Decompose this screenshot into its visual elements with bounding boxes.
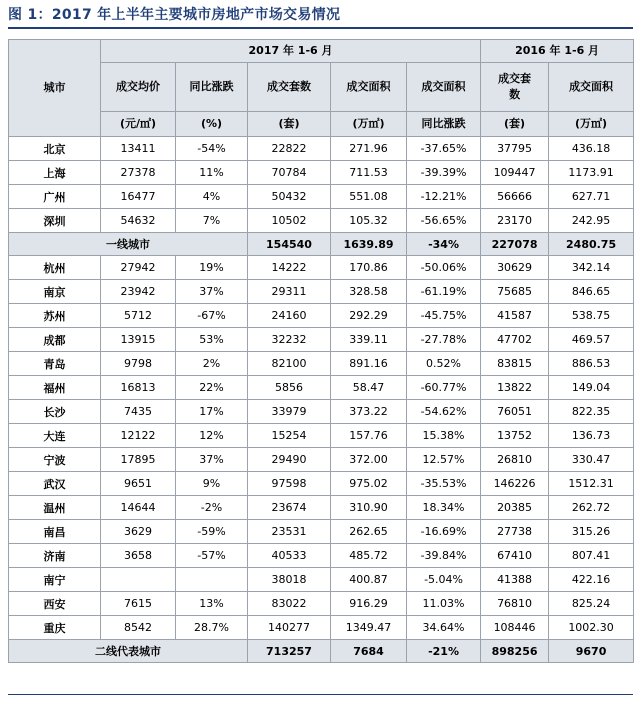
city-name-cell: 南宁: [9, 568, 101, 592]
value-cell: 9651: [101, 472, 176, 496]
value-cell: 538.75: [549, 304, 634, 328]
value-cell: 7615: [101, 592, 176, 616]
table-row: [9, 209, 634, 233]
value-cell: 373.22: [331, 400, 407, 424]
value-cell: 12%: [176, 424, 248, 448]
value-cell: -60.77%: [407, 376, 481, 400]
city-name-cell: 深圳: [9, 209, 101, 233]
value-cell: -54.62%: [407, 400, 481, 424]
value-cell: -12.21%: [407, 185, 481, 209]
value-cell: 10502: [248, 209, 331, 233]
summary-value-cell: 227078: [481, 233, 549, 256]
value-cell: 13915: [101, 328, 176, 352]
group-header-2017: 2017 年 1-6 月: [101, 40, 481, 63]
table-row: [9, 328, 634, 352]
value-cell: -16.69%: [407, 520, 481, 544]
table-row: [9, 304, 634, 328]
summary-value-cell: 7684: [331, 640, 407, 663]
value-cell: 83815: [481, 352, 549, 376]
value-cell: 16813: [101, 376, 176, 400]
value-cell: 17895: [101, 448, 176, 472]
value-cell: 822.35: [549, 400, 634, 424]
value-cell: 29311: [248, 280, 331, 304]
value-cell: 13%: [176, 592, 248, 616]
value-cell: 20385: [481, 496, 549, 520]
col-header-unit: (套): [481, 112, 549, 137]
value-cell: [101, 568, 176, 592]
value-cell: 551.08: [331, 185, 407, 209]
value-cell: -61.19%: [407, 280, 481, 304]
value-cell: 157.76: [331, 424, 407, 448]
summary-row: [9, 640, 634, 663]
col-header-name: 成交套数: [481, 63, 549, 112]
value-cell: 436.18: [549, 137, 634, 161]
value-cell: 3629: [101, 520, 176, 544]
value-cell: 2%: [176, 352, 248, 376]
table-row: [9, 568, 634, 592]
value-cell: 0.52%: [407, 352, 481, 376]
value-cell: 262.65: [331, 520, 407, 544]
value-cell: 58.47: [331, 376, 407, 400]
value-cell: 13822: [481, 376, 549, 400]
value-cell: -45.75%: [407, 304, 481, 328]
value-cell: 105.32: [331, 209, 407, 233]
bottom-rule: [8, 694, 633, 695]
value-cell: 83022: [248, 592, 331, 616]
city-name-cell: 福州: [9, 376, 101, 400]
value-cell: 271.96: [331, 137, 407, 161]
col-header-name: 成交面积: [407, 63, 481, 112]
summary-value-cell: -21%: [407, 640, 481, 663]
value-cell: 26810: [481, 448, 549, 472]
value-cell: 15254: [248, 424, 331, 448]
city-name-cell: 上海: [9, 161, 101, 185]
value-cell: 807.41: [549, 544, 634, 568]
value-cell: 47702: [481, 328, 549, 352]
value-cell: 1002.30: [549, 616, 634, 640]
value-cell: 1512.31: [549, 472, 634, 496]
col-header-name: 成交面积: [549, 63, 634, 112]
summary-label: 一线城市: [9, 233, 248, 256]
table-row: [9, 424, 634, 448]
value-cell: 17%: [176, 400, 248, 424]
summary-value-cell: 9670: [549, 640, 634, 663]
value-cell: 41587: [481, 304, 549, 328]
city-name-cell: 广州: [9, 185, 101, 209]
city-name-cell: 宁波: [9, 448, 101, 472]
value-cell: 310.90: [331, 496, 407, 520]
table-row: [9, 280, 634, 304]
value-cell: 22822: [248, 137, 331, 161]
value-cell: 9%: [176, 472, 248, 496]
value-cell: -27.78%: [407, 328, 481, 352]
summary-value-cell: 713257: [248, 640, 331, 663]
value-cell: 242.95: [549, 209, 634, 233]
value-cell: 12122: [101, 424, 176, 448]
city-name-cell: 杭州: [9, 256, 101, 280]
table-row: [9, 376, 634, 400]
col-header-name: 同比涨跌: [176, 63, 248, 112]
value-cell: 315.26: [549, 520, 634, 544]
value-cell: 23170: [481, 209, 549, 233]
col-header-unit: 同比涨跌: [407, 112, 481, 137]
value-cell: 27738: [481, 520, 549, 544]
col-header-unit: (元/㎡): [101, 112, 176, 137]
value-cell: -37.65%: [407, 137, 481, 161]
city-name-cell: 北京: [9, 137, 101, 161]
value-cell: 13411: [101, 137, 176, 161]
city-name-cell: 南昌: [9, 520, 101, 544]
value-cell: 14222: [248, 256, 331, 280]
col-header-unit: (套): [248, 112, 331, 137]
value-cell: 3658: [101, 544, 176, 568]
value-cell: -57%: [176, 544, 248, 568]
value-cell: 330.47: [549, 448, 634, 472]
table-row: [9, 520, 634, 544]
value-cell: 916.29: [331, 592, 407, 616]
value-cell: 4%: [176, 185, 248, 209]
value-cell: 108446: [481, 616, 549, 640]
value-cell: 146226: [481, 472, 549, 496]
value-cell: 18.34%: [407, 496, 481, 520]
col-header-name: 成交套数: [248, 63, 331, 112]
summary-value-cell: -34%: [407, 233, 481, 256]
value-cell: -54%: [176, 137, 248, 161]
value-cell: 975.02: [331, 472, 407, 496]
value-cell: 5856: [248, 376, 331, 400]
value-cell: 469.57: [549, 328, 634, 352]
value-cell: [176, 568, 248, 592]
table-row: [9, 352, 634, 376]
city-name-cell: 济南: [9, 544, 101, 568]
value-cell: 76051: [481, 400, 549, 424]
table-row: [9, 256, 634, 280]
table-row: [9, 161, 634, 185]
value-cell: 7435: [101, 400, 176, 424]
city-name-cell: 温州: [9, 496, 101, 520]
table-row: [9, 137, 634, 161]
value-cell: 76810: [481, 592, 549, 616]
city-header: 城市: [9, 40, 101, 137]
value-cell: 891.16: [331, 352, 407, 376]
city-name-cell: 西安: [9, 592, 101, 616]
city-name-cell: 苏州: [9, 304, 101, 328]
value-cell: 27378: [101, 161, 176, 185]
city-name-cell: 大连: [9, 424, 101, 448]
table-row: [9, 472, 634, 496]
value-cell: 29490: [248, 448, 331, 472]
value-cell: 97598: [248, 472, 331, 496]
value-cell: 11%: [176, 161, 248, 185]
group-header-2016: 2016 年 1-6 月: [481, 40, 634, 63]
value-cell: 825.24: [549, 592, 634, 616]
value-cell: 372.00: [331, 448, 407, 472]
value-cell: 30629: [481, 256, 549, 280]
value-cell: 170.86: [331, 256, 407, 280]
value-cell: 292.29: [331, 304, 407, 328]
value-cell: 136.73: [549, 424, 634, 448]
value-cell: 67410: [481, 544, 549, 568]
city-name-cell: 青岛: [9, 352, 101, 376]
value-cell: -2%: [176, 496, 248, 520]
value-cell: 75685: [481, 280, 549, 304]
value-cell: 23674: [248, 496, 331, 520]
value-cell: 23531: [248, 520, 331, 544]
value-cell: 1349.47: [331, 616, 407, 640]
value-cell: 40533: [248, 544, 331, 568]
value-cell: 54632: [101, 209, 176, 233]
value-cell: 24160: [248, 304, 331, 328]
value-cell: 50432: [248, 185, 331, 209]
table-row: [9, 185, 634, 209]
value-cell: 5712: [101, 304, 176, 328]
value-cell: 627.71: [549, 185, 634, 209]
value-cell: 27942: [101, 256, 176, 280]
value-cell: 9798: [101, 352, 176, 376]
value-cell: 38018: [248, 568, 331, 592]
value-cell: 56666: [481, 185, 549, 209]
value-cell: 342.14: [549, 256, 634, 280]
summary-value-cell: 154540: [248, 233, 331, 256]
city-name-cell: 长沙: [9, 400, 101, 424]
summary-label: 二线代表城市: [9, 640, 248, 663]
value-cell: 886.53: [549, 352, 634, 376]
value-cell: 7%: [176, 209, 248, 233]
col-header-name: 成交均价: [101, 63, 176, 112]
value-cell: 28.7%: [176, 616, 248, 640]
value-cell: 23942: [101, 280, 176, 304]
col-header-unit: (%): [176, 112, 248, 137]
value-cell: 37%: [176, 280, 248, 304]
transaction-table: [8, 39, 634, 663]
value-cell: -39.84%: [407, 544, 481, 568]
value-cell: 33979: [248, 400, 331, 424]
summary-row: [9, 233, 634, 256]
value-cell: 22%: [176, 376, 248, 400]
summary-value-cell: 898256: [481, 640, 549, 663]
value-cell: 70784: [248, 161, 331, 185]
value-cell: -56.65%: [407, 209, 481, 233]
value-cell: 711.53: [331, 161, 407, 185]
value-cell: -50.06%: [407, 256, 481, 280]
value-cell: -5.04%: [407, 568, 481, 592]
value-cell: 149.04: [549, 376, 634, 400]
city-name-cell: 南京: [9, 280, 101, 304]
table-row: [9, 592, 634, 616]
title-rule: [8, 27, 633, 29]
value-cell: 8542: [101, 616, 176, 640]
value-cell: 846.65: [549, 280, 634, 304]
value-cell: 140277: [248, 616, 331, 640]
value-cell: 328.58: [331, 280, 407, 304]
value-cell: 37795: [481, 137, 549, 161]
value-cell: 14644: [101, 496, 176, 520]
city-name-cell: 成都: [9, 328, 101, 352]
value-cell: 82100: [248, 352, 331, 376]
value-cell: 400.87: [331, 568, 407, 592]
value-cell: 422.16: [549, 568, 634, 592]
value-cell: 485.72: [331, 544, 407, 568]
value-cell: 19%: [176, 256, 248, 280]
value-cell: 16477: [101, 185, 176, 209]
value-cell: -67%: [176, 304, 248, 328]
value-cell: 1173.91: [549, 161, 634, 185]
value-cell: 34.64%: [407, 616, 481, 640]
value-cell: 109447: [481, 161, 549, 185]
summary-value-cell: 2480.75: [549, 233, 634, 256]
value-cell: 12.57%: [407, 448, 481, 472]
city-name-cell: 重庆: [9, 616, 101, 640]
value-cell: 41388: [481, 568, 549, 592]
value-cell: 53%: [176, 328, 248, 352]
table-row: [9, 400, 634, 424]
value-cell: 339.11: [331, 328, 407, 352]
table-row: [9, 544, 634, 568]
figure-title: 图 1：2017 年上半年主要城市房地产市场交易情况: [8, 7, 341, 23]
value-cell: -35.53%: [407, 472, 481, 496]
value-cell: 15.38%: [407, 424, 481, 448]
table-row: [9, 448, 634, 472]
col-header-name: 成交面积: [331, 63, 407, 112]
value-cell: 11.03%: [407, 592, 481, 616]
summary-value-cell: 1639.89: [331, 233, 407, 256]
value-cell: 37%: [176, 448, 248, 472]
col-header-unit: (万㎡): [331, 112, 407, 137]
value-cell: -39.39%: [407, 161, 481, 185]
value-cell: 13752: [481, 424, 549, 448]
value-cell: -59%: [176, 520, 248, 544]
value-cell: 262.72: [549, 496, 634, 520]
table-row: [9, 616, 634, 640]
col-header-unit: (万㎡): [549, 112, 634, 137]
table-row: [9, 496, 634, 520]
value-cell: 32232: [248, 328, 331, 352]
city-name-cell: 武汉: [9, 472, 101, 496]
